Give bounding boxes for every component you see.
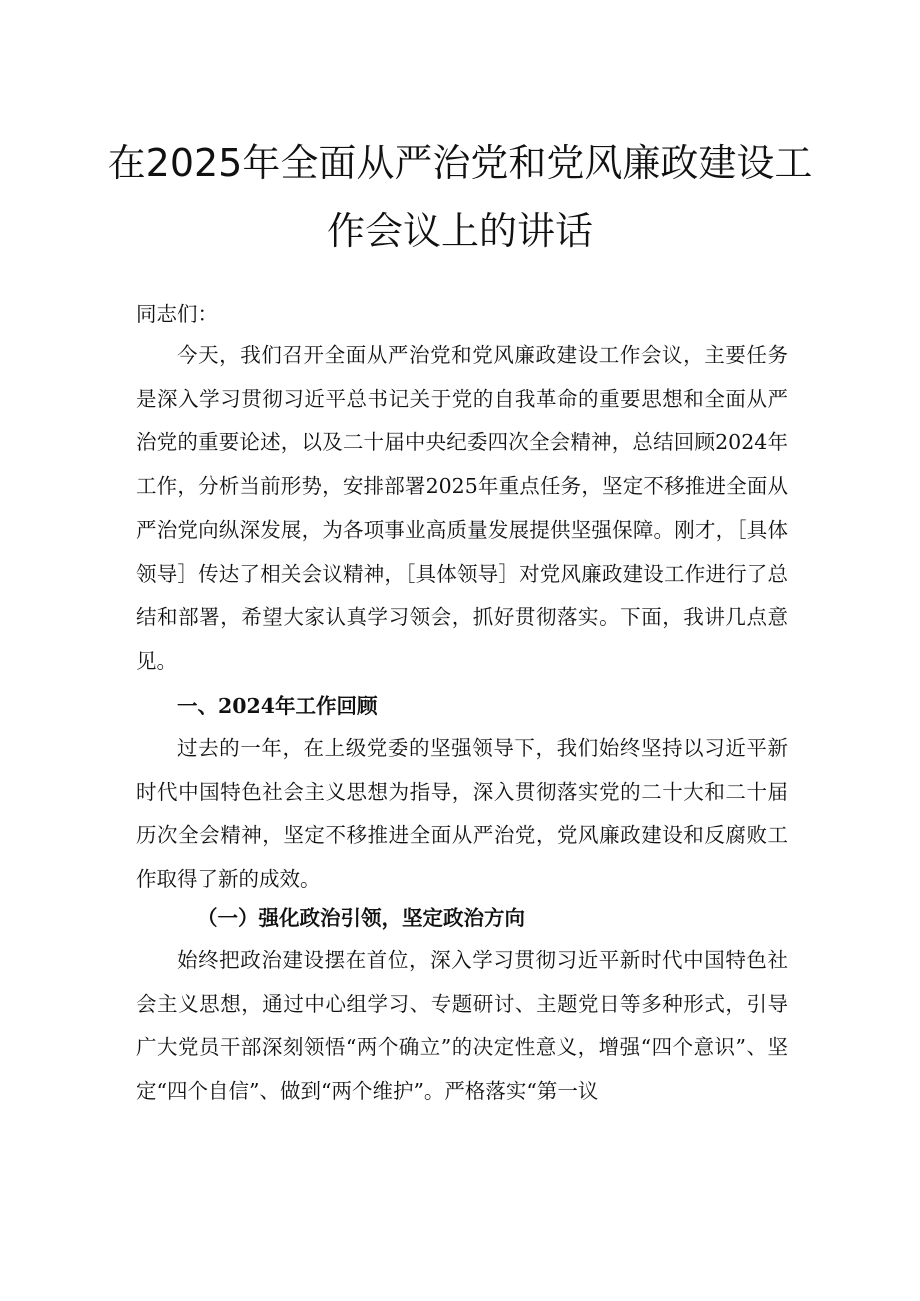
document-title-line-2: 作会议上的讲话 [326, 209, 593, 253]
subsection-heading-1: （一）强化政治引领，坚定政治方向 [197, 906, 525, 930]
body-paragraph-political: 始终把政治建设摆在首位，深入学习贯彻习近平新时代中国特色社会主义思想，通过中心组学习、专题研讨、主题党日等多种形式，引导广大党员干部深刻领悟“两个确立”的决定性意义，增强“四个意识”、坚定“四个自信”、做到“两个维护”。严格落实“第一议 [136, 948, 788, 1104]
document-title-line-1: 在2025年全面从严治党和党风廉政建设工 [107, 141, 813, 185]
body-paragraph-opening: 今天，我们召开全面从严治党和党风廉政建设工作会议，主要任务是深入学习贯彻习近平总书记关于党的自我革命的重要思想和全面从严治党的重要论述，以及二十届中央纪委四次全会精神，总结回顾2024年工作，分析当前形势，安排部署2025年重点任务，坚定不移推进全面从严治党向纵深发展，为各项事业高质量发展提供坚强保障。刚才，［具体领导］传达了相关会议精神，［具体领导］对党风廉政建设工作进行了总结和部署，希望大家认真学习领会，抓好贯彻落实。下面，我讲几点意见。 [136, 343, 788, 673]
body-paragraph-review: 过去的一年，在上级党委的坚强领导下，我们始终坚持以习近平新时代中国特色社会主义思想为指导，深入贯彻落实党的二十大和二十届历次全会精神，坚定不移推进全面从严治党，党风廉政建设和反腐败工作取得了新的成效。 [136, 736, 788, 892]
section-heading-1: 一、2024年工作回顾 [177, 694, 378, 718]
salutation: 同志们： [136, 302, 218, 326]
